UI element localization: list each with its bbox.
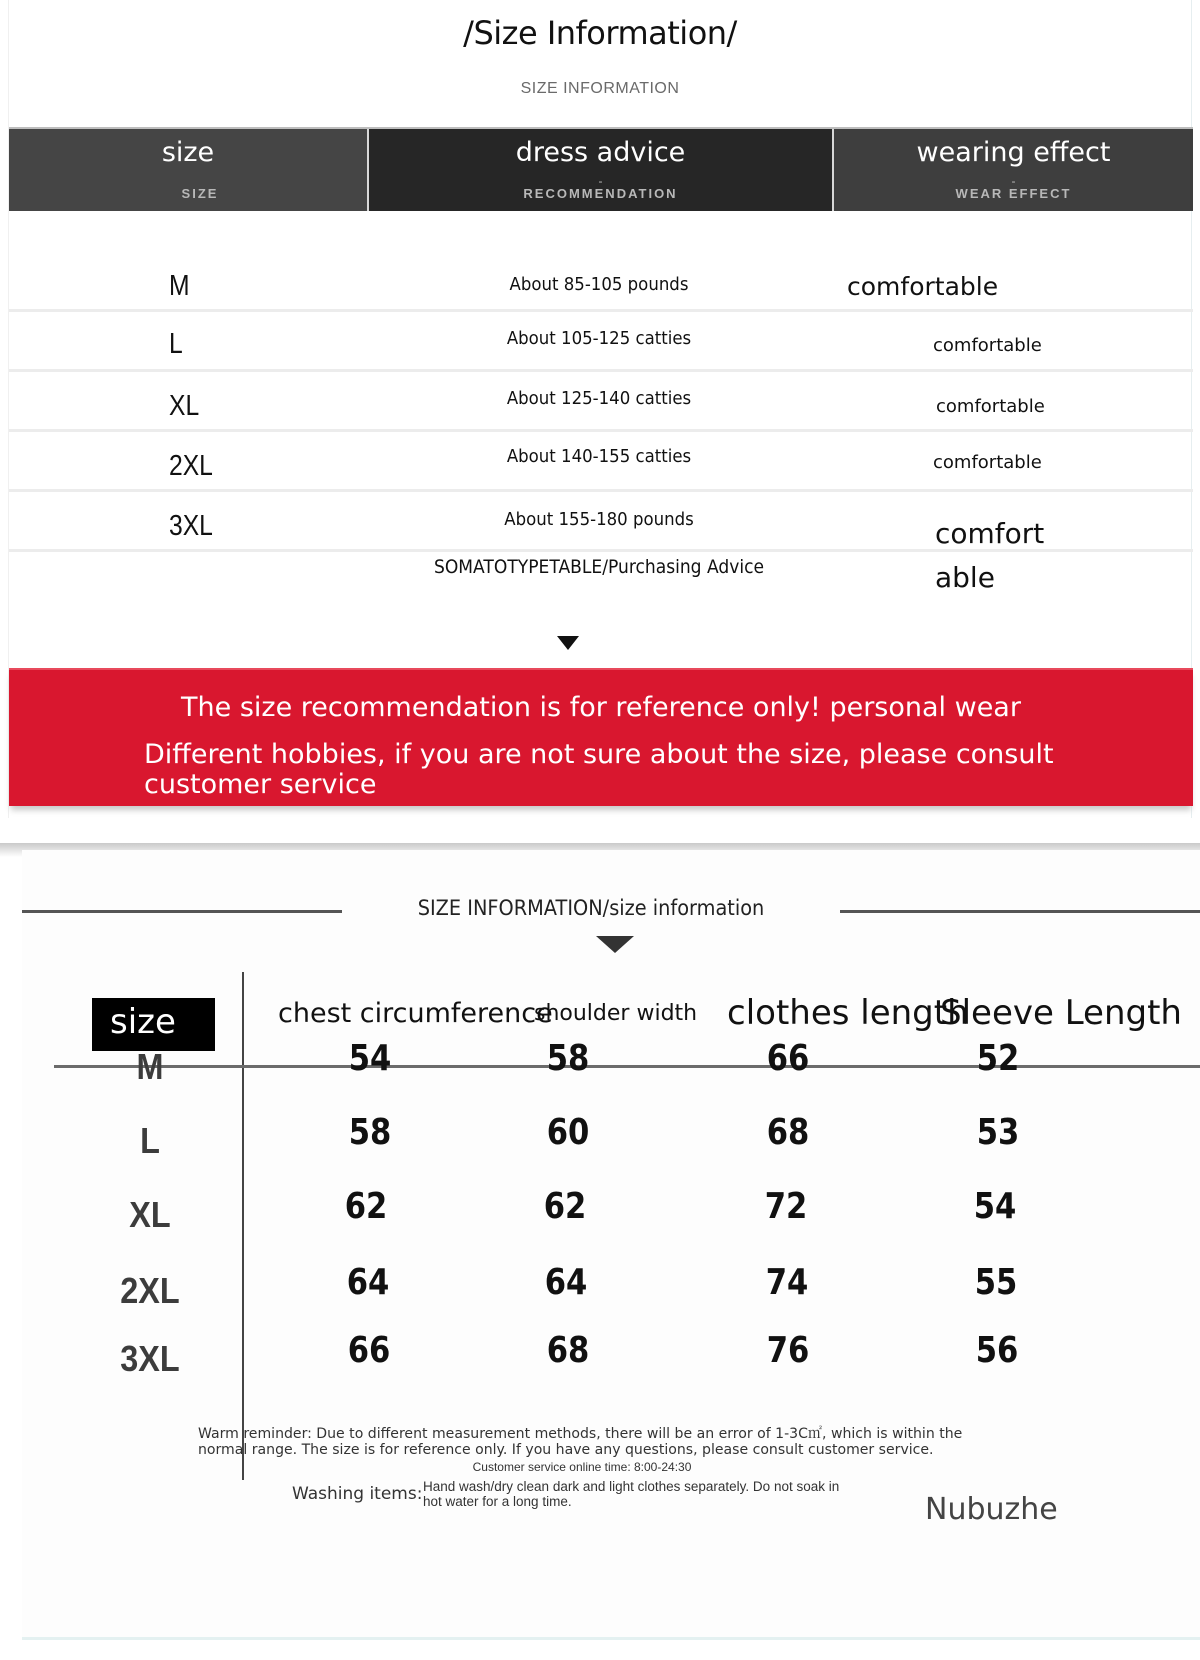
- table-row: [9, 432, 1193, 492]
- washing-instructions: Hand wash/dry clean dark and light clothes separately. Do not soak in hot water for a long time.: [423, 1479, 840, 1509]
- measurement-panel: [22, 850, 1200, 1640]
- customer-service-hours: Customer service online time: 8:00-24:30: [472, 1460, 692, 1474]
- arrow-down-icon: [557, 636, 579, 650]
- table-row: 3XL 66 68 76 56: [120, 1330, 1019, 1379]
- page-title: /Size Information/: [463, 14, 737, 52]
- page-subtitle: SIZE INFORMATION: [520, 80, 680, 97]
- size-label: 3XL: [169, 510, 213, 542]
- table-row: L 58 60 68 53: [140, 1112, 1020, 1161]
- section-title: SIZE INFORMATION/size information: [417, 896, 765, 920]
- washing-label: Washing items:: [292, 1484, 423, 1504]
- effect-text: comfortable: [933, 452, 1042, 473]
- size-label: L: [169, 328, 183, 360]
- advice-text: About 125-140 catties: [506, 388, 692, 409]
- chest-column-header: chest circumference: [278, 998, 553, 1029]
- recommendation-table-header: [9, 127, 1193, 211]
- effect-text: comfortable: [933, 335, 1042, 356]
- title-rule-right: [840, 910, 1200, 913]
- size-label: 2XL: [169, 450, 213, 482]
- table-row: 2XL 64 64 74 55: [120, 1262, 1018, 1311]
- banner-line-2: Different hobbies, if you are not sure about the size, please consult customer service: [144, 739, 1054, 800]
- title-rule-left: [22, 910, 342, 913]
- effect-text: comfortable: [936, 396, 1045, 417]
- header-size: size SIZE: [9, 129, 369, 211]
- effect-text: comfortable: [847, 272, 999, 301]
- brand-logo: Nubuzhe: [925, 1492, 1058, 1527]
- table-row: [9, 372, 1193, 432]
- effect-text-3xl: comfort able: [935, 517, 1045, 594]
- table-caption: SOMATOTYPETABLE/Purchasing Advice: [433, 556, 765, 578]
- size-column-header: size: [92, 998, 215, 1051]
- arrow-down-icon: [596, 936, 634, 953]
- size-label: M: [169, 270, 190, 302]
- length-column-header: clothes length: [727, 993, 969, 1033]
- shoulder-column-header: shoulder width: [534, 1001, 698, 1026]
- advice-text: About 140-155 catties: [506, 446, 692, 467]
- reference-notice-banner: [9, 668, 1193, 806]
- size-recommendation-panel: [8, 0, 1192, 818]
- sleeve-column-header: Sleeve Length: [940, 993, 1182, 1033]
- size-label: XL: [169, 390, 200, 422]
- advice-text: About 85-105 pounds: [509, 274, 689, 295]
- table-row: [9, 312, 1193, 372]
- advice-text: About 105-125 catties: [506, 328, 692, 349]
- warm-reminder: Warm reminder: Due to different measurement methods, there will be an error of 1-3C㎡, which is within the normal range. The size is for reference only. If you have any questions, please consult customer service.: [198, 1426, 963, 1458]
- advice-text: About 155-180 pounds: [504, 509, 694, 530]
- table-row: [9, 252, 1193, 312]
- header-wearing-effect: wearing effect - WEAR EFFECT: [834, 129, 1193, 211]
- banner-line-1: The size recommendation is for reference only! personal wear: [181, 692, 1021, 723]
- table-row: XL 62 62 72 54: [129, 1186, 1017, 1235]
- header-dress-advice: dress advice - RECOMMENDATION: [369, 129, 834, 211]
- table-row: M 54 58 66 52: [136, 1038, 1020, 1087]
